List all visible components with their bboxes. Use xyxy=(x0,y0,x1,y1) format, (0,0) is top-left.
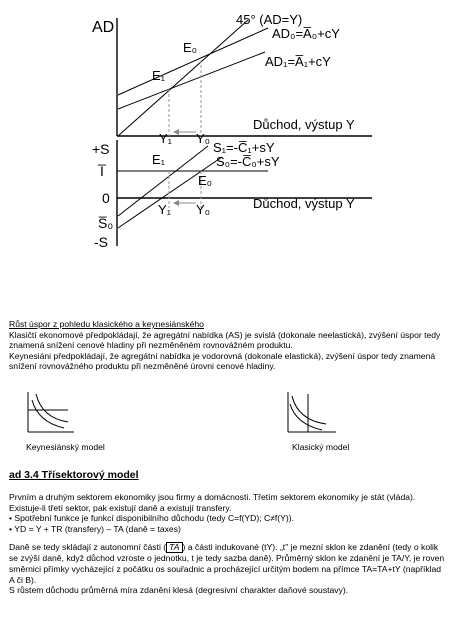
y1-top-label: Y₁ xyxy=(159,131,173,146)
s0-label: S₀=-C̅₀+sY xyxy=(216,154,280,169)
e0-low-label: E₀ xyxy=(198,173,213,188)
s0-bar-label: S̅₀ xyxy=(98,215,114,231)
ad1-label: AD₁=A̅₁+cY xyxy=(265,54,331,69)
x-axis-low-label: Důchod, výstup Y xyxy=(253,196,355,211)
plus-s-label: +S xyxy=(92,141,110,157)
x-axis-top-label: Důchod, výstup Y xyxy=(253,117,355,132)
y1-low-label: Y₁ xyxy=(158,202,172,217)
ad0-line xyxy=(118,28,268,95)
y0-top-label: Y₀ xyxy=(196,131,211,146)
y0-low-label: Y₀ xyxy=(196,202,211,217)
paragraph-degressive: S růstem důchodu průměrná míra zdanění klesá (degresivní charakter daňové soustavy). xyxy=(9,585,349,596)
line-45 xyxy=(118,20,248,136)
ad-axis-label: AD xyxy=(92,19,115,36)
classic-model-diagram xyxy=(282,388,342,438)
classical-paragraph: Klasičtí ekonomové předpokládají, že agregátní nabídka (AS) je svislá (dokonale neelastická), zvýšení úspor tedy znamená snížení cenové hladiny při nezměněném rovnovážném produktu. xyxy=(9,329,441,351)
bullet-consumption: • Spotřební funkce je funkcí disponibilního důchodu (tedy C=f(YD); C≠f(Y)). xyxy=(9,513,295,524)
keynesian-paragraph: Keynesiáni předpokládají, že agregátní nabídka je vodorovná (dokonale elastická), zvýšení úspor tedy znamená snížení rovnovážného produktu při nezměněné úrovni cenové hladiny. xyxy=(9,350,436,372)
ad0-label: AD₀=A̅₀+cY xyxy=(272,26,340,41)
taxes-text-b: ) a části indukované (tY). „t" je mezní sklon ke zdanění (tedy o kolik se zvýší daně, když důchod vzroste o jednotku, t je tedy sazba daně). Průměrný sklon ke zdanění je TA/Y, je roven směrnici přímky vycházející z počátku os souřadnic a procházející určitým bodem na přímce TA=TA+tY (například A či B). xyxy=(9,542,445,585)
savings-section xyxy=(9,319,445,372)
paragraph-taxes xyxy=(9,542,445,585)
e0-label: E₀ xyxy=(183,40,198,55)
keynesian-model-diagram xyxy=(18,388,78,438)
s0-line xyxy=(118,157,222,228)
i-bar-label: I̅ xyxy=(100,163,104,179)
three-sector-text xyxy=(9,492,445,596)
caption-classic: Klasický model xyxy=(292,442,350,452)
e1-low-label: E₁ xyxy=(152,152,166,167)
ta-box: TA xyxy=(166,542,182,553)
minus-s-label: -S xyxy=(94,234,108,250)
savings-heading: Růst úspor z pohledu klasického a keynesiánského xyxy=(9,319,204,329)
section-title: ad 3.4 Třísektorový model xyxy=(9,469,139,481)
bullet-yd: • YD = Y + TR (transfery) – TA (daně = taxes) xyxy=(9,523,181,534)
e1-label: E₁ xyxy=(152,68,166,83)
paragraph-sectors: Prvním a druhým sektorem ekonomiky jsou firmy a domácnosti. Třetím sektorem ekonomiky je stát (vláda). Existuje-li třetí sektor, pak existují daně a existují transfery. xyxy=(9,492,416,513)
caption-keynesian: Keynesiánský model xyxy=(26,442,105,452)
ad1-line xyxy=(118,52,265,109)
line45-label: 45° (AD=Y) xyxy=(236,12,303,27)
s1-label: S₁=-C̅₁+sY xyxy=(213,140,275,155)
taxes-text-a: Daně se tedy skládají z autonomní části ( xyxy=(9,542,167,553)
zero-label: 0 xyxy=(102,190,110,206)
